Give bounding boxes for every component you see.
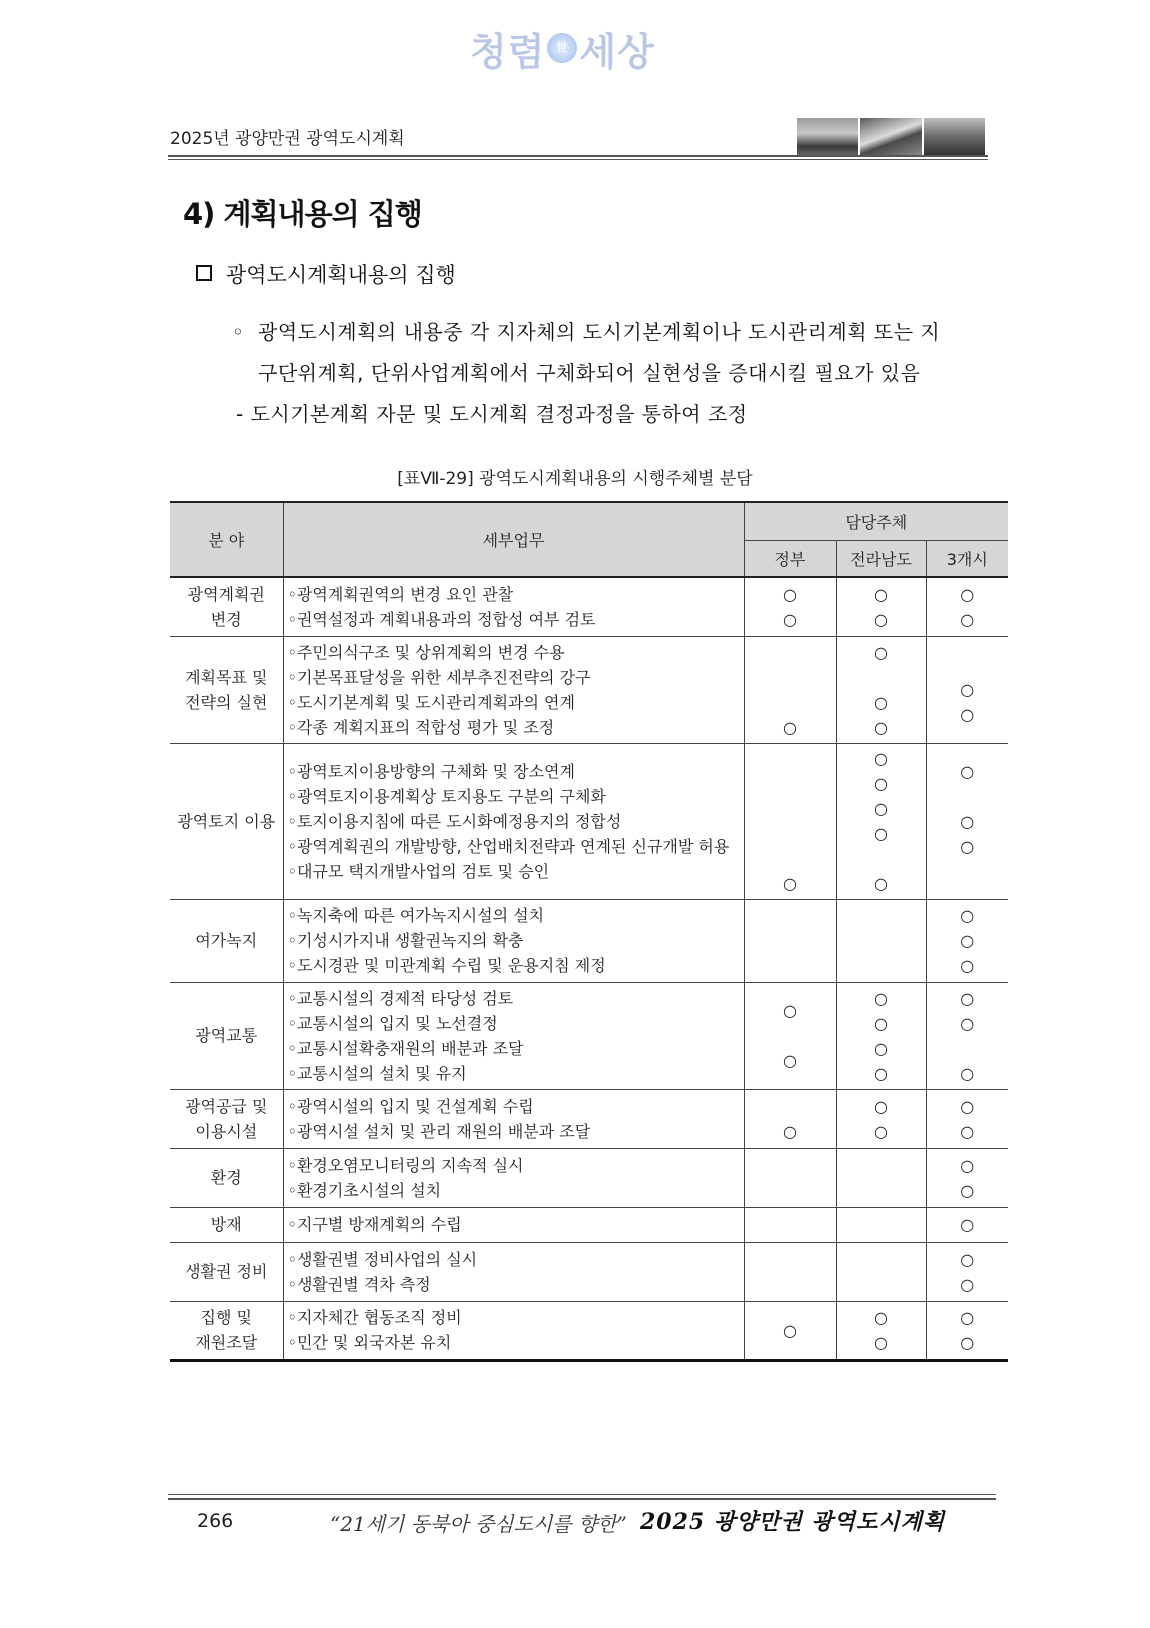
- table-cell-gov: ○ ○: [744, 577, 836, 636]
- table-cell-gov: [744, 1242, 836, 1301]
- table-cell-tasks: ◦교통시설의 경제적 타당성 검토 ◦교통시설의 입지 및 노선결정 ◦교통시설확충재원의 배분과 조달 ◦교통시설의 설치 및 유지: [283, 982, 744, 1089]
- header-task: 세부업무: [283, 502, 744, 577]
- header-photo-3: [924, 118, 985, 156]
- table-cell-field: 집행 및 재원조달: [170, 1301, 283, 1360]
- table-row: [170, 1207, 1008, 1242]
- table-cell-tasks: ◦지자체간 협동조직 정비 ◦민간 및 외국자본 유치: [283, 1301, 744, 1360]
- table-row: [170, 743, 1008, 899]
- table-cell-field: 광역공급 및 이용시설: [170, 1089, 283, 1148]
- header-owner-group: 담당주체: [744, 502, 1008, 540]
- subsection-title-text: 광역도시계획내용의 집행: [226, 263, 456, 287]
- paragraph-line-1: [232, 312, 992, 353]
- table-cell-tasks: ◦생활권별 정비사업의 실시 ◦생활권별 격차 측정: [283, 1242, 744, 1301]
- table-cell-cities: ○ ○: [926, 1148, 1008, 1207]
- table-cell-province: ○ ○ ○ ○: [836, 982, 926, 1089]
- header-cities: 3개시: [926, 540, 1008, 577]
- header-photo-1: [797, 118, 858, 156]
- section-title: 4) 계획내용의 집행: [183, 197, 422, 231]
- table-cell-gov: ○: [744, 743, 836, 899]
- header-rule: [168, 155, 988, 157]
- table-cell-cities: ○ ○ ○: [926, 743, 1008, 899]
- logo-badge: 世: [547, 33, 577, 63]
- table-cell-province: ○ ○ ○: [836, 636, 926, 743]
- footer-book-title: 2025 광양만권 광역도시계획: [640, 1509, 946, 1535]
- table-cell-field: 광역교통: [170, 982, 283, 1089]
- subsection-title: [196, 259, 456, 289]
- table-cell-tasks: ◦환경오염모니터링의 지속적 실시 ◦환경기초시설의 설치: [283, 1148, 744, 1207]
- table-cell-tasks: ◦주민의식구조 및 상위계획의 변경 수용 ◦기본목표달성을 위한 세부추진전략의 강구 ◦도시기본계획 및 도시관리계획과의 연계 ◦각종 계획지표의 적합성 평가 및 조정: [283, 636, 744, 743]
- table-cell-province: ○ ○: [836, 1089, 926, 1148]
- table-row: [170, 1301, 1008, 1360]
- table-cell-tasks: ◦광역시설의 입지 및 건설계획 수립 ◦광역시설 설치 및 관리 재원의 배분과 조달: [283, 1089, 744, 1148]
- table-cell-cities: ○: [926, 1207, 1008, 1242]
- table-cell-gov: [744, 1207, 836, 1242]
- table-cell-field: 여가녹지: [170, 899, 283, 982]
- header-field: 분 야: [170, 502, 283, 577]
- table-cell-cities: ○ ○: [926, 1089, 1008, 1148]
- paragraph-line-1-text: 광역도시계획의 내용중 각 지자체의 도시기본계획이나 도시관리계획 또는 지: [258, 320, 941, 344]
- table-cell-field: 환경: [170, 1148, 283, 1207]
- table-cell-province: ○ ○ ○ ○ ○: [836, 743, 926, 899]
- table-cell-gov: [744, 1148, 836, 1207]
- paragraph-dash-item: - 도시기본계획 자문 및 도시계획 결정과정을 통하여 조정: [236, 402, 748, 426]
- table-cell-gov: ○: [744, 1301, 836, 1360]
- logo-text-right: 세상: [579, 28, 655, 74]
- table-row: [170, 577, 1008, 636]
- header-province: 전라남도: [836, 540, 926, 577]
- table-cell-field: 광역토지 이용: [170, 743, 283, 899]
- logo: [470, 20, 680, 76]
- table-cell-cities: ○ ○: [926, 1301, 1008, 1360]
- table-row: [170, 1242, 1008, 1301]
- table-row: [170, 636, 1008, 743]
- paragraph-line-2: 구단위계획, 단위사업계획에서 구체화되어 실현성을 증대시킬 필요가 있음: [258, 361, 921, 385]
- table-cell-field: 계획목표 및 전략의 실현: [170, 636, 283, 743]
- table-cell-cities: ○ ○: [926, 636, 1008, 743]
- footer-slogan: “21세기 동북아 중심도시를 향한”: [330, 1512, 627, 1536]
- table-cell-field: 생활권 정비: [170, 1242, 283, 1301]
- table-cell-tasks: ◦지구별 방재계획의 수립: [283, 1207, 744, 1242]
- table-row: [170, 899, 1008, 982]
- checkbox-square-icon: [196, 265, 212, 281]
- table-cell-province: [836, 1148, 926, 1207]
- logo-text-left: 청렴: [470, 28, 546, 74]
- table-cell-field: 광역계획권 변경: [170, 577, 283, 636]
- table-cell-tasks: ◦광역토지이용방향의 구체화 및 장소연계 ◦광역토지이용계획상 토지용도 구분의 구체화 ◦토지이용지침에 따른 도시화예정용지의 정합성 ◦광역계획권의 개발방향, 산업배치전략과 연계된 신규개발 허용 ◦대규모 택지개발사업의 검토 및 승인: [283, 743, 744, 899]
- table-cell-cities: ○ ○: [926, 577, 1008, 636]
- table-cell-gov: ○: [744, 636, 836, 743]
- table-cell-province: ○ ○: [836, 1301, 926, 1360]
- table-caption: [표Ⅶ-29] 광역도시계획내용의 시행주체별 분담: [397, 469, 753, 489]
- page-number: 266: [197, 1510, 234, 1532]
- table-cell-gov: [744, 899, 836, 982]
- table-cell-province: [836, 899, 926, 982]
- table-cell-province: [836, 1207, 926, 1242]
- table-cell-province: [836, 1242, 926, 1301]
- assignment-table: [170, 501, 1008, 1362]
- bullet-icon: ◦: [232, 320, 245, 344]
- table-cell-cities: ○ ○ ○: [926, 899, 1008, 982]
- header-gov: 정부: [744, 540, 836, 577]
- table-row: [170, 1089, 1008, 1148]
- header-rule-thin: [168, 159, 988, 160]
- footer-rule: [168, 1494, 996, 1495]
- table-cell-tasks: ◦녹지축에 따른 여가녹지시설의 설치 ◦기성시가지내 생활권녹지의 확충 ◦도시경관 및 미관계획 수립 및 운용지침 제정: [283, 899, 744, 982]
- table-cell-cities: ○ ○ ○: [926, 982, 1008, 1089]
- header-photo-2: [860, 118, 921, 156]
- table-cell-gov: ○ ○: [744, 982, 836, 1089]
- table-row: [170, 1148, 1008, 1207]
- table-cell-tasks: ◦광역계획권역의 변경 요인 관찰 ◦권역설정과 계획내용과의 정합성 여부 검토: [283, 577, 744, 636]
- table-cell-province: ○ ○: [836, 577, 926, 636]
- header-photo-strip: [797, 118, 985, 156]
- table-row: [170, 982, 1008, 1089]
- table-cell-cities: ○ ○: [926, 1242, 1008, 1301]
- table-cell-field: 방재: [170, 1207, 283, 1242]
- footer-rule-thick: [168, 1498, 996, 1500]
- paragraph: [232, 312, 992, 394]
- table-cell-gov: ○: [744, 1089, 836, 1148]
- running-head: 2025년 광양만권 광역도시계획: [170, 129, 405, 149]
